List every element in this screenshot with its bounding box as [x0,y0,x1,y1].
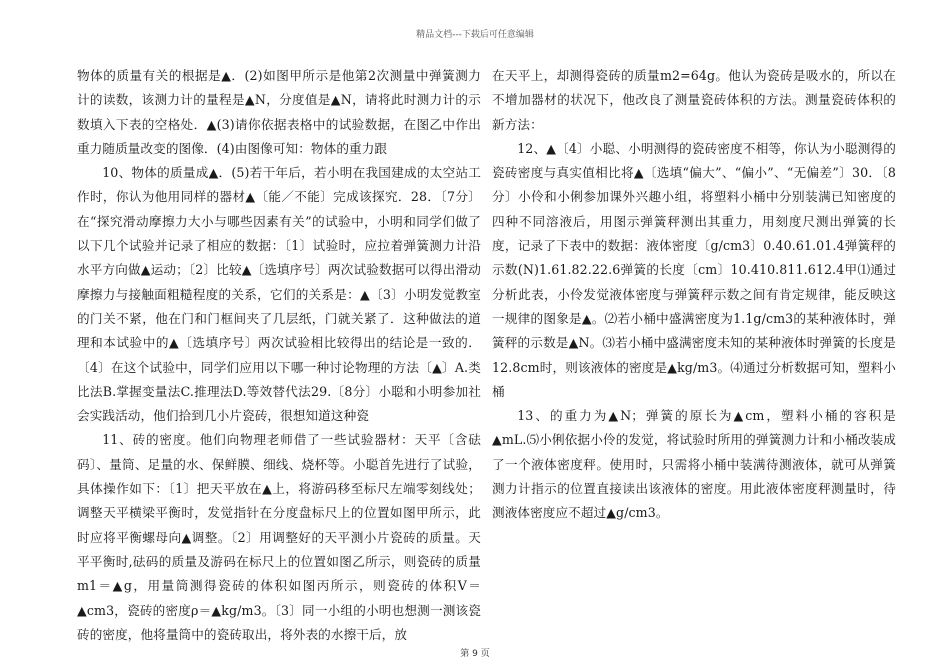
page-number: 第 9 页 [460,649,490,659]
paragraph: 物体的质量有关的根据是▲．(2)如图甲所示是他第2次测量中弹簧测力计的读数，该测力计的量程是▲N，分度值是▲N，请将此时测力计的示数填入下表的空格处．▲(3)请你依据表格中的试验数据，在图乙中作出重力随质量改变的图像．(4)由图像可知：物体的重力跟 [77,68,481,156]
right-column [492,64,896,526]
paragraph: 在天平上，却测得瓷砖的质量m2=64g。他认为瓷砖是吸水的，所以在不增加器材的状况下，他改良了测量瓷砖体积的方法。测量瓷砖体积的新方法： [492,68,896,132]
paragraph: 11、砖的密度。他们向物理老师借了一些试验器材：天平〔含砝码〕、量筒、足量的水、保鲜膜、细线、烧杯等。小聪首先进行了试验，具体操作如下：〔1〕把天平放在▲上，将游码移至标尺左端零刻线处；调整天平横梁平衡时，发觉指针在分度盘标尺上的位置如图甲所示，此时应将平衡螺母向▲调整。〔2〕用调整好的天平测小片瓷砖的质量。天平平衡时,砝码的质量及游码在标尺上的位置如图乙所示，则瓷砖的质量m1＝▲g，用量筒测得瓷砖的体积如图丙所示，则瓷砖的体积V＝▲cm3，瓷砖的密度ρ＝▲kg/m3。〔3〕同一小组的小明也想测一测该瓷砖的密度，他将量筒中的瓷砖取出，将外表的水擦干后，放 [77,432,481,642]
page-header: 精品文档---下载后可任意编辑 [416,30,534,40]
left-column [77,64,481,647]
paragraph: 12、▲〔4〕小聪、小明测得的瓷砖密度不相等，你认为小聪测得的瓷砖密度与真实值相比将▲〔选填“偏大”、“偏小”、“无偏差”〕30．〔8分〕小伶和小俐参加课外兴趣小组，将塑料小桶中分别装满已知密度的四种不同溶液后，用图示弹簧秤测出其重力，用刻度尺测出弹簧的长度，记录了下表中的数据：液体密度〔g/cm3〕0.40.61.01.4弹簧秤的示数(N)1.61.82.22.6弹簧的长度〔cm〕10.410.811.612.4甲⑴通过分析此表，小伶发觉液体密度与弹簧秤示数之间有肯定规律，能反映这一规律的图象是▲。⑵若小桶中盛满密度为1.1g/cm3的某种液体时，弹簧秤的示数是▲N。⑶若小桶中盛满密度未知的某种液体时弹簧的长度是12.8cm时，则该液体的密度是▲kg/m3。⑷通过分析数据可知，塑料小桶 [492,140,896,399]
paragraph: 13、的重力为▲N；弹簧的原长为▲cm，塑料小桶的容积是▲mL.⑸小俐依据小伶的发觉，将试验时所用的弹簧测力计和小桶改装成了一个液体密度秤。使用时，只需将小桶中装满待测液体，就可从弹簧测力计指示的位置直接读出该液体的密度。用此液体密度秤测量时，待测液体密度应不超过▲g/cm3。 [492,408,896,521]
paragraph: 10、物体的质量成▲．(5)若干年后，若小明在我国建成的太空站工作时，你认为他用同样的器材▲〔能／不能〕完成该探究．28．〔7分〕在“探究滑动摩擦力大小与哪些因素有关”的试验中，小明和同学们做了以下几个试验并记录了相应的数据：〔1〕试验时，应拉着弹簧测力计沿水平方向做▲运动；〔2〕比较▲〔选填序号〕两次试验数据可以得出滑动摩擦力与接触面粗糙程度的关系，它们的关系是：▲〔3〕小明发觉教室的门关不紧，他在门和门框间夹了几层纸，门就关紧了．这种做法的道理和本试验中的▲〔选填序号〕两次试验相比较得出的结论是一致的．〔4〕在这个试验中，同学们应用以下哪一种讨论物理的方法〔▲〕A.类比法B.掌握变量法C.推理法D.等效替代法29.〔8分〕小聪和小明参加社会实践活动，他们拾到几小片瓷砖，很想知道这种瓷 [77,165,481,424]
